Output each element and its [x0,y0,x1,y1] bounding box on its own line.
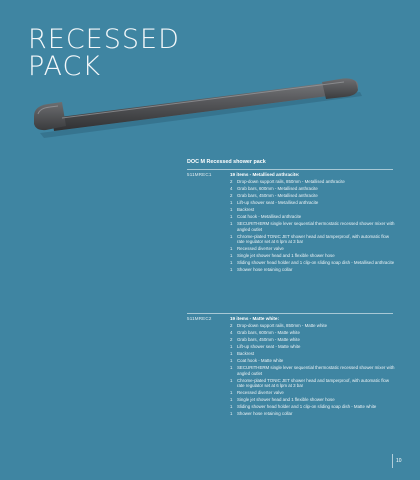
item-description: SECURITHERM single lever sequential thermostatic recessed shower mixer with angled outlet [237,220,395,232]
item-description: Sliding shower head holder and 1 clip-on sliding soap dish - Matte white [237,404,377,410]
item-description: Coat hook - Metallised anthracite [237,213,302,219]
pack-item-list [230,323,395,417]
item-quantity: 1 [230,350,233,356]
list-item [230,186,395,192]
item-description: Grab bars, 600mm - Metallised anthracite [237,185,318,191]
item-description: Chrome-plated TONIC JET shower head and tamperproof, with automatic flow rate regulator set at 6 lpm at 3 bar [237,233,390,245]
list-item [230,246,395,252]
item-description: Grab bars, 450mm - Metallised anthracite [237,192,318,198]
list-item [230,390,395,396]
pack-content [230,316,395,418]
list-item [230,330,395,336]
item-description: Recessed diverter valve [237,390,284,396]
item-quantity: 1 [230,206,233,212]
item-description: Drop-down support rails, 850mm - Matte white [237,322,328,328]
item-description: Drop-down support rails, 850mm - Metallised anthracite [237,178,345,184]
list-item [230,365,395,376]
item-description: Shower hose retaining collar [237,411,293,417]
divider [187,169,393,170]
list-item [230,323,395,329]
page-number-rule [392,454,393,468]
item-quantity: 1 [230,377,233,383]
item-quantity: 2 [230,336,233,342]
list-item [230,378,395,389]
list-item [230,221,395,232]
item-quantity: 1 [230,411,233,417]
item-quantity: 1 [230,404,233,410]
item-quantity: 1 [230,199,233,205]
list-item [230,193,395,199]
item-description: Recessed diverter valve [237,246,284,252]
item-description: Single jet shower head and 1 flexible shower hose [237,397,335,403]
item-description: Single jet shower head and 1 flexible shower hose [237,253,335,259]
item-description: Coat hook - Matte white [237,357,284,363]
pack-content [230,172,395,274]
item-description: Shower hose retaining collar [237,267,293,273]
pack-heading: 19 items - Metallised anthracite: [230,172,300,177]
item-description: Lift-up shower seat - Metallised anthracite [237,199,319,205]
item-quantity: 4 [230,185,233,191]
item-quantity: 2 [230,192,233,198]
item-quantity: 1 [230,220,233,226]
list-item [230,358,395,364]
item-description: Backrest [237,350,255,356]
pack-heading: 19 items - Matte white: [230,316,280,321]
list-item [230,397,395,403]
item-quantity: 2 [230,178,233,184]
item-description: Lift-up shower seat - Matte white [237,343,301,349]
pack-code: 511MREC2 [187,316,212,321]
pack-item-list [230,179,395,273]
list-item [230,337,395,343]
item-description: Chrome-plated TONIC JET shower head and tamperproof, with automatic flow rate regulator set at 6 lpm at 3 bar [237,377,390,389]
item-description: Backrest [237,206,255,212]
list-item [230,207,395,213]
divider [187,313,393,314]
page-number: 10 [396,458,402,464]
list-item [230,200,395,206]
item-quantity: 4 [230,329,233,335]
item-quantity: 1 [230,267,233,273]
list-item [230,344,395,350]
item-description: SECURITHERM single lever sequential thermostatic recessed shower mixer with angled outlet [237,364,395,376]
item-quantity: 1 [230,364,233,370]
item-quantity: 1 [230,253,233,259]
item-quantity: 1 [230,357,233,363]
item-description: Grab bars, 600mm - Matte white [237,329,300,335]
list-item [230,351,395,357]
title-line-2: PACK [28,51,102,82]
item-quantity: 2 [230,322,233,328]
title-line-1: RECESSED [28,24,180,55]
item-description: Grab bars, 450mm - Matte white [237,336,300,342]
grab-bar-image [0,0,420,150]
item-quantity: 1 [230,397,233,403]
item-quantity: 1 [230,390,233,396]
item-description: Sliding shower head holder and 1 clip-on sliding soap dish - Metallised anthracite [237,260,395,266]
item-quantity: 1 [230,233,233,239]
pack-code: 511MREC1 [187,172,212,177]
list-item [230,260,395,266]
item-quantity: 1 [230,213,233,219]
list-item [230,253,395,259]
item-quantity: 1 [230,246,233,252]
list-item [230,179,395,185]
list-item [230,404,395,410]
list-item [230,267,395,273]
list-item [230,234,395,245]
item-quantity: 1 [230,260,233,266]
list-item [230,411,395,417]
list-item [230,214,395,220]
section-title: DOC M Recessed shower pack [187,159,266,165]
item-quantity: 1 [230,343,233,349]
